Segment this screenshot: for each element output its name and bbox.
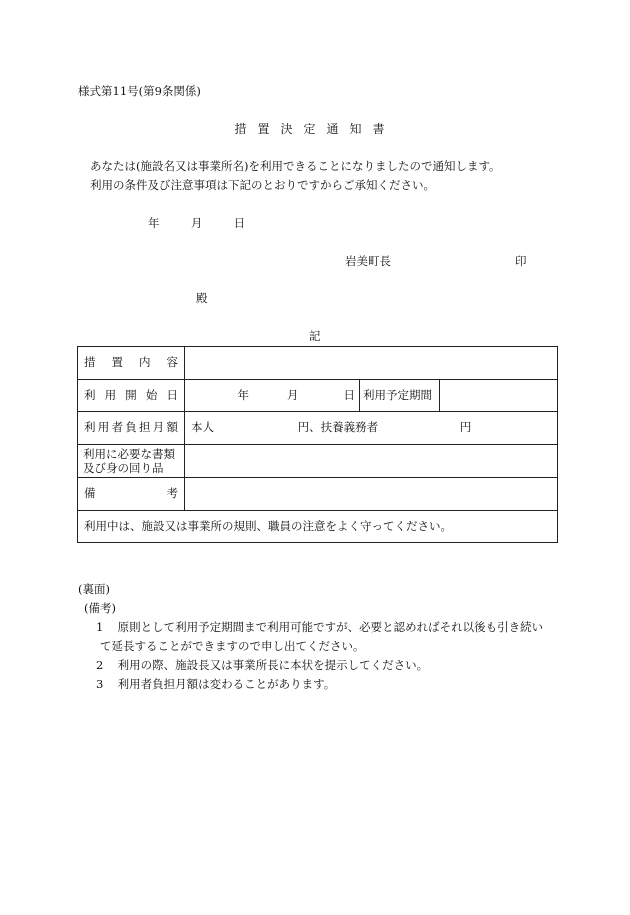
measure-label-char-0: 措 bbox=[84, 355, 96, 370]
start-date-label-char-4: 日 bbox=[166, 387, 178, 402]
documents-label-line-2: 及び身の回り品 bbox=[83, 461, 164, 475]
row-burden bbox=[78, 412, 558, 445]
measure-label-text bbox=[84, 355, 178, 371]
documents-label bbox=[78, 445, 185, 478]
documents-label-line-1: 利用に必要な書類 bbox=[83, 446, 175, 461]
row-notice bbox=[78, 511, 558, 543]
addressee-suffix: 殿 bbox=[196, 291, 208, 305]
note-2-line-1: 利用の際、施設長又は事業所長に本状を提示してください。 bbox=[117, 658, 429, 672]
row-documents bbox=[78, 445, 558, 478]
form-number: 様式第11号(第9条関係) bbox=[78, 84, 201, 98]
seal-mark: 印 bbox=[515, 254, 527, 268]
burden-label-char-1: 用 bbox=[97, 420, 110, 435]
note-3 bbox=[96, 679, 335, 691]
yen-guardian: 円、扶養義務者 bbox=[297, 420, 379, 435]
ki-heading: 記 bbox=[309, 329, 321, 343]
start-year: 年 bbox=[237, 387, 249, 402]
measure-label-char-3: 容 bbox=[166, 355, 178, 370]
start-date-label-char-3: 始 bbox=[145, 387, 158, 402]
burden-label-char-2: 者 bbox=[111, 420, 123, 435]
measure-label bbox=[78, 347, 185, 380]
burden-label-char-0: 利 bbox=[84, 420, 96, 435]
row-remarks bbox=[78, 478, 558, 511]
row-start-date bbox=[78, 380, 558, 412]
start-date-value bbox=[185, 380, 360, 412]
planned-period-value bbox=[440, 380, 558, 412]
body-line-2: 利用の条件及び注意事項は下記のとおりですからご承知ください。 bbox=[90, 178, 435, 192]
issuer-name: 岩美町長 bbox=[345, 254, 391, 268]
burden-label-text bbox=[84, 420, 178, 436]
note-1 bbox=[96, 622, 543, 634]
note-3-number: 3 bbox=[96, 677, 104, 691]
burden-label-char-6: 額 bbox=[166, 420, 178, 435]
burden-value bbox=[185, 412, 558, 445]
yen-end: 円 bbox=[459, 420, 472, 435]
remarks-value bbox=[185, 478, 558, 511]
issue-date bbox=[148, 218, 245, 230]
note-1-line-1: 原則として利用予定期間まで利用可能ですが、必要と認めればそれ以後も引き続い bbox=[117, 620, 544, 634]
self-label: 本人 bbox=[191, 420, 214, 435]
burden-label-char-3: 負 bbox=[125, 420, 137, 435]
start-date-label bbox=[78, 380, 185, 412]
start-date-label-text bbox=[84, 388, 178, 404]
date-month: 月 bbox=[190, 216, 203, 230]
note-2-number: 2 bbox=[96, 658, 104, 672]
start-date-label-char-0: 利 bbox=[84, 387, 96, 402]
start-date-label-char-2: 開 bbox=[125, 387, 137, 402]
burden-label-char-5: 月 bbox=[152, 420, 165, 435]
start-day: 日 bbox=[343, 387, 355, 402]
start-month: 月 bbox=[287, 387, 299, 402]
document-title: 措置決定通知書 bbox=[234, 122, 396, 136]
note-2 bbox=[96, 660, 428, 672]
burden-label bbox=[78, 412, 185, 445]
date-day: 日 bbox=[233, 216, 246, 230]
row-measure bbox=[78, 347, 558, 380]
measure-label-char-1: 置 bbox=[111, 355, 123, 370]
start-date-label-char-1: 用 bbox=[104, 387, 117, 402]
burden-label-char-4: 担 bbox=[139, 420, 151, 435]
measure-label-char-2: 内 bbox=[139, 355, 151, 370]
note-1-continuation: て延長することができますので申し出てください。 bbox=[100, 639, 365, 653]
detail-table bbox=[77, 346, 558, 543]
documents-value bbox=[185, 445, 558, 478]
notice-text: 利用中は、施設又は事業所の規則、職員の注意をよく守ってください。 bbox=[78, 511, 558, 543]
reverse-side-title: (裏面) bbox=[78, 582, 110, 596]
measure-value bbox=[185, 347, 558, 380]
note-3-line-1: 利用者負担月額は変わることがあります。 bbox=[117, 677, 336, 691]
remarks-label bbox=[78, 478, 185, 511]
planned-period-label: 利用予定期間 bbox=[360, 380, 440, 412]
remarks-label-a: 備 bbox=[84, 486, 96, 501]
note-1-number: 1 bbox=[96, 620, 104, 634]
date-year: 年 bbox=[148, 216, 160, 230]
notes-title: (備考) bbox=[84, 601, 116, 615]
remarks-label-b: 考 bbox=[166, 486, 178, 501]
body-line-1: あなたは(施設名又は事業所名)を利用できることになりましたので通知します。 bbox=[90, 159, 501, 173]
